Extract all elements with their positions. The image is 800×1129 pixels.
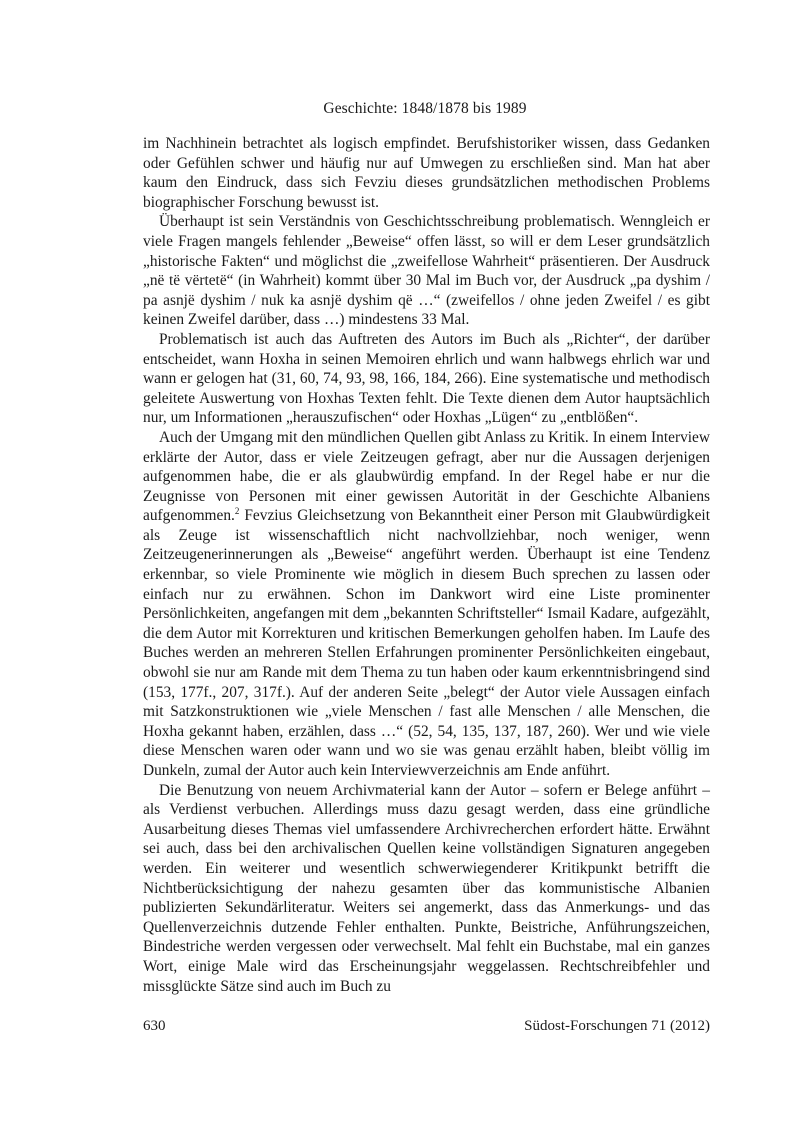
paragraph-4: [143, 428, 710, 781]
paragraph-4-continued: Fevzius Gleichsetzung von Bekanntheit einer Person mit Glaubwürdigkeit als Zeuge ist wissenschaftlich nicht nachvollziehbar, noch weniger, wenn Zeitzeugenerinnerungen als „Beweise“ angeführt werden. Überhaupt ist eine Tendenz erkennbar, so viele Prominente wie möglich in diesem Buch sprechen zu lassen oder einfach nur zu erwähnen. Schon im Dankwort wird eine Liste prominenter Persönlichkeiten, angefangen mit dem „bekannten Schriftsteller“ Ismail Kadare, aufgezählt, die dem Autor mit Korrekturen und kritischen Bemerkungen geholfen haben. Im Laufe des Buches werden an mehreren Stellen Erfahrungen prominenter Persönlichkeiten eingebaut, obwohl sie nur am Rande mit dem Thema zu tun haben oder kaum erkenntnisbringend sind (153, 177f., 207, 317f.). Auf der anderen Seite „belegt“ der Autor viele Aussagen einfach mit Satzkonstruktionen wie „viele Menschen / fast alle Menschen / alle Menschen, die Hoxha gekannt haben, erzählen, dass …“ (52, 54, 135, 137, 187, 260). Wer und wie viele diese Menschen waren oder wann und wo sie was genau erzählt haben, bleibt völlig im Dunkeln, zumal der Autor auch kein Interviewverzeichnis am Ende anführt.: [143, 507, 710, 779]
footnote-ref[interactable]: 2: [234, 506, 240, 517]
paragraph-1: im Nachhinein betrachtet als logisch empfindet. Berufshistoriker wissen, dass Gedanken oder Gefühlen schwer und häufig nur auf Umwegen zu erschließen sind. Man hat aber kaum den Eindruck, dass sich Fevziu dieses grundsätzlichen methodischen Problems biographischer Forschung bewusst ist.: [143, 135, 710, 211]
body-text: [143, 134, 710, 996]
paragraph-5: Die Benutzung von neuem Archivmaterial kann der Autor – sofern er Belege anführt – als Verdienst verbuchen. Allerdings muss dazu gesagt werden, dass eine gründliche Ausarbeitung dieses Themas viel umfassendere Archivrecherchen erfordert hätte. Erwähnt sei auch, dass bei den archivalischen Quellen keine vollständigen Signaturen angegeben werden. Ein weiterer und wesentlich schwerwiegenderer Kritikpunkt betrifft die Nichtberücksichtigung der nahezu gesamten über das kommunistische Albanien publizierten Sekundärliteratur. Weiters sei angemerkt, dass das Anmerkungs- und das Quellenverzeichnis dutzende Fehler enthalten. Punkte, Beistriche, Anführungszeichen, Bindestriche werden vergessen oder verwechselt. Mal fehlt ein Buchstabe, mal ein ganzes Wort, einige Male wird das Erscheinungsjahr weggelassen. Rechtschreibfehler und missglückte Sätze sind auch im Buch zu: [143, 781, 710, 995]
paragraph-2: Überhaupt ist sein Verständnis von Geschichtsschreibung problematisch. Wenngleich er viele Fragen mangels fehlender „Beweise“ offen lässt, so will er dem Leser grundsätzlich „historische Fakten“ und möglichst die „zweifellose Wahrheit“ präsentieren. Der Ausdruck „në të vërtetë“ (in Wahrheit) kommt über 30 Mal im Buch vor, der Ausdruck „pa dyshim / pa asnjë dyshim / nuk ka asnjë dyshim që …“ (zweifellos / ohne jeden Zweifel / es gibt keinen Zweifel darüber, dass …) mindestens 33 Mal.: [143, 213, 710, 329]
footer: [143, 1018, 710, 1035]
journal-citation: Südost-Forschungen 71 (2012): [524, 1018, 710, 1034]
running-head: Geschichte: 1848/1878 bis 1989: [323, 100, 527, 117]
paragraph-4-text: Auch der Umgang mit den mündlichen Quellen gibt Anlass zu Kritik. In einem Interview erklärte der Autor, dass er viele Zeitzeugen gefragt, aber nur die Aussagen derjenigen aufgenommen habe, die er als glaubwürdig empfand. In der Regel habe er nur die Zeugnisse von Personen mit einer gewissen Autorität in der Geschichte Albaniens aufgenommen.: [143, 428, 710, 525]
paragraph-3: Problematisch ist auch das Auftreten des Autors im Buch als „Richter“, der darüber entscheidet, wann Hoxha in seinen Memoiren ehrlich und wann halbwegs ehrlich war und wann er gelogen hat (31, 60, 74, 93, 98, 166, 184, 266). Eine systematische und methodisch geleitete Auswertung von Hoxhas Texten fehlt. Die Texte dienen dem Autor hauptsächlich nur, um Informationen „herauszufischen“ oder Hoxhas „Lügen“ zu „entblößen“.: [143, 330, 710, 427]
page-number: 630: [143, 1018, 166, 1034]
